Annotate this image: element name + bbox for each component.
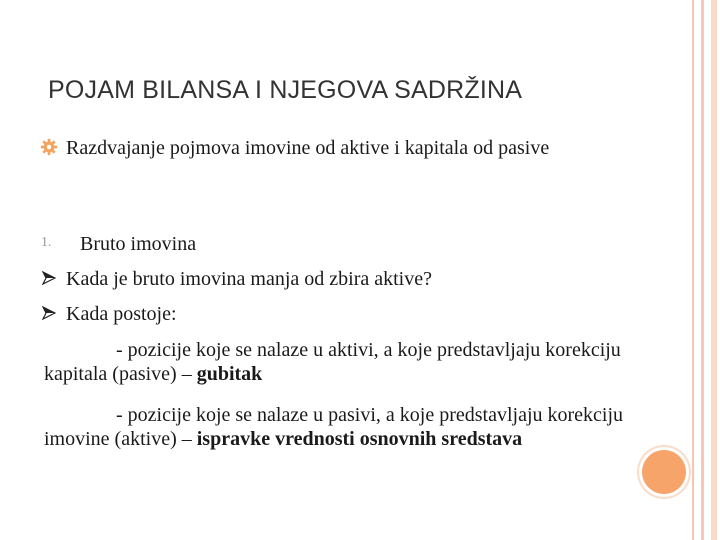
- paragraph-ispravke: [44, 403, 644, 451]
- paragraph-text: - pozicije koje se nalaze u pasivi, a koje predstavljaju korekciju imovine (aktive) –: [44, 404, 624, 450]
- decorative-stripe: [711, 0, 717, 540]
- slide-title: POJAM BILANSA I NJEGOVA SADRŽINA: [48, 76, 523, 104]
- list-number: 1.: [41, 235, 52, 250]
- intro-text: Razdvajanje pojmova imovine od aktive i kapitala od pasive: [66, 137, 550, 159]
- arrow-bullet-icon: [42, 306, 56, 320]
- paragraph-bold-term: ispravke vrednosti osnovnih sredstava: [196, 428, 523, 450]
- paragraph-text: - pozicije koje se nalaze u aktivi, a koje predstavljaju korekciju kapitala (pasive) –: [44, 339, 621, 385]
- paragraph-bold-term: gubitak: [196, 363, 263, 385]
- gear-icon: [40, 138, 58, 156]
- paragraph-gubitak: [44, 338, 644, 386]
- decorative-stripe: [701, 0, 704, 540]
- arrow-bullet-icon: [42, 271, 56, 285]
- list-item-bruto-imovina: Bruto imovina: [80, 233, 197, 255]
- list-item-question: Kada je bruto imovina manja od zbira aktive?: [66, 268, 432, 290]
- decorative-circle: [642, 450, 686, 494]
- decorative-stripe: [692, 0, 694, 540]
- list-item-kada-postoje: Kada postoje:: [66, 303, 177, 325]
